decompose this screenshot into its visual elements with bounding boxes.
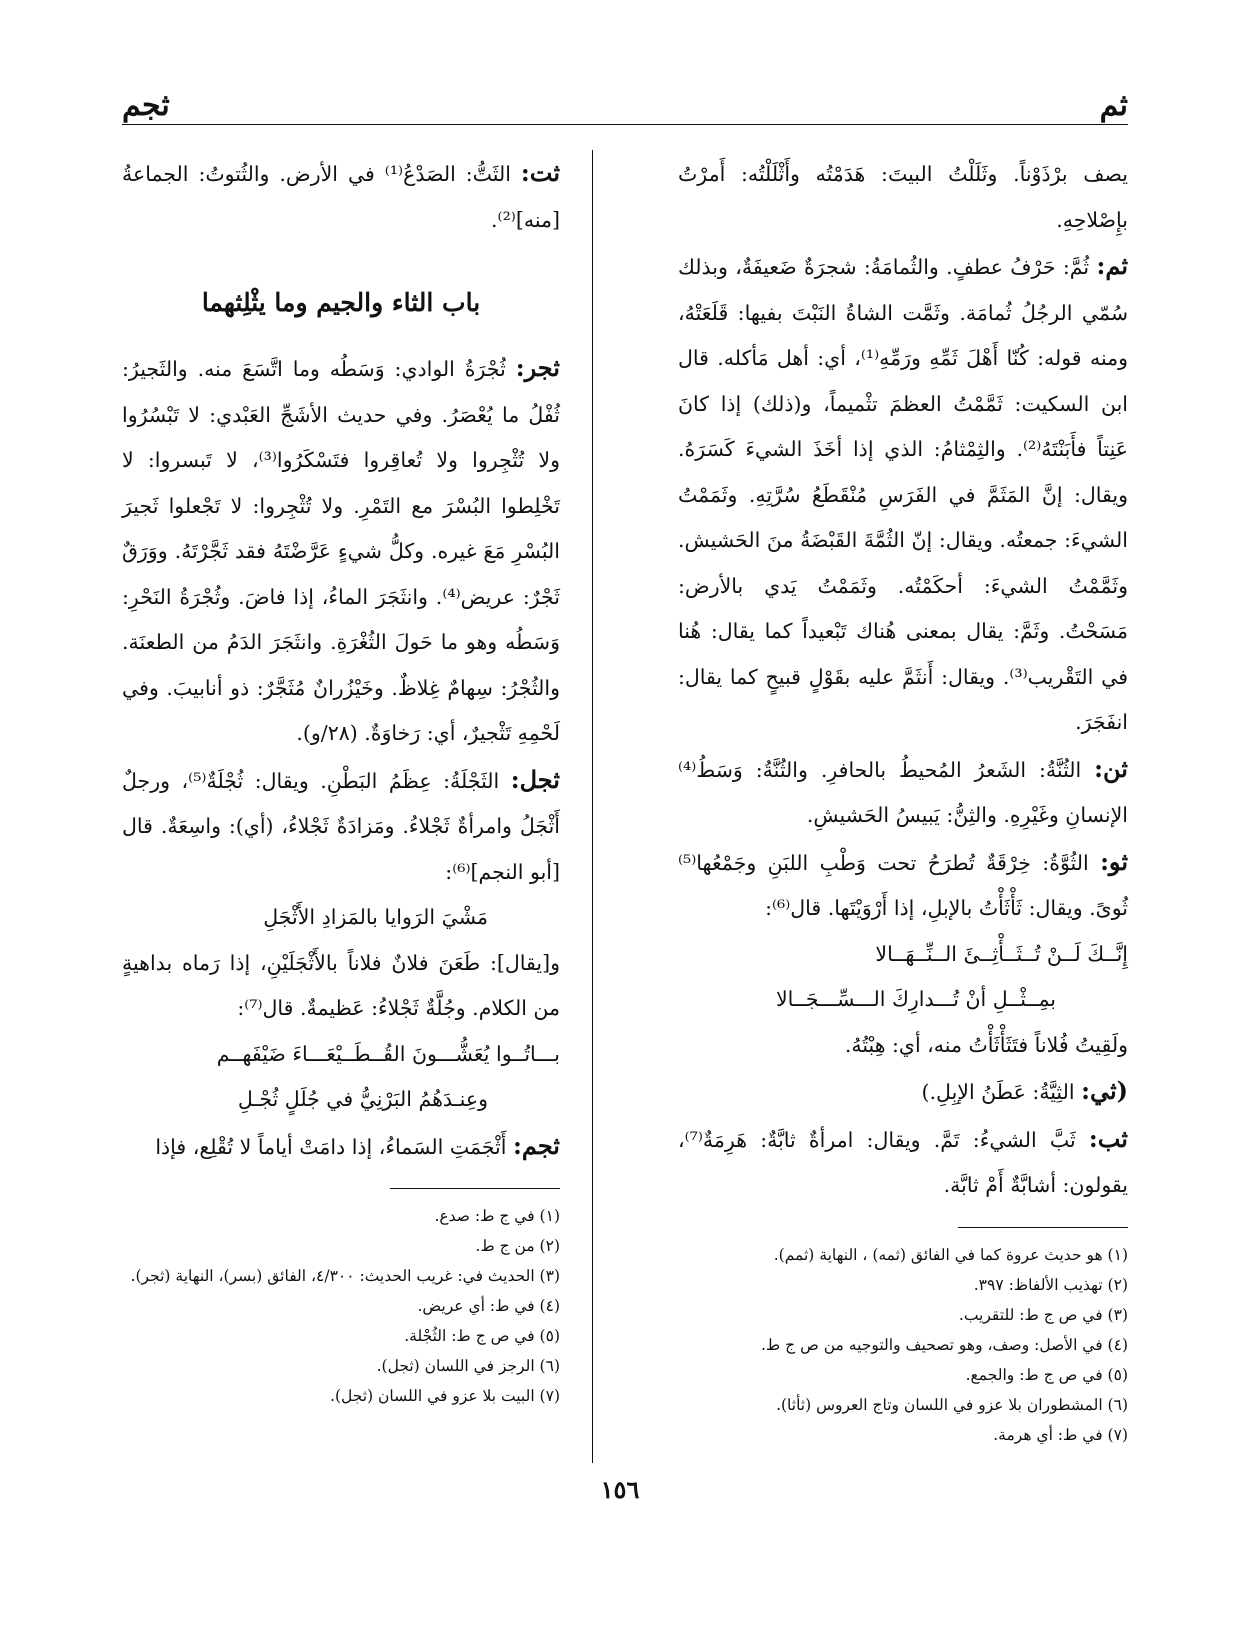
- verse-hemistich: إِنَّــكَ لَــنْ تُــثَــأْثِــئَ الــنِّــهَــالا: [875, 941, 1128, 966]
- entry-headword: ثجر:: [515, 353, 560, 382]
- header-root-right: ثم: [1099, 88, 1128, 123]
- dictionary-entry-thw: [678, 839, 1128, 932]
- entry-text: ثَبَّ الشيءُ: تَمَّ. ويقال: امرأةٌ ثابَّةٌ: هَرِمَةٌ⁽⁷⁾، يقولون: أشابَّةٌ أَمْ ثابَّة.: [678, 1127, 1128, 1197]
- footnote: (٧) البيت بلا عزو في اللسان (ثجل).: [330, 1387, 560, 1405]
- page-number: ١٥٦: [600, 1475, 640, 1504]
- footnote: (٧) في ط: أي هرمة.: [993, 1425, 1128, 1444]
- entry-text: ثُجْرَةُ الوادي: وَسَطُه وما اتَّسَعَ منه. والثَجيرُ: ثُفْلُ ما يُعْصَرُ. وفي حديث الأشَجِّ العَبْدي: لا تَبْسُرُوا ولا تُثْجِروا ولا تُعاقِروا فتَسْكَرُوا⁽³⁾، لا تَبسروا: لا تَخْلِطوا البُسْرَ مع التَمْرِ. ولا تُثْجِروا: لا تَجْعلوا ثَجيرَ البُسْرِ مَعَ غيره. وكلُّ شيءٍ عَرَّضْتَهُ فقد ثَجَّرْتَهُ. ووَرَقٌ ثَجْرٌ: عريض⁽⁴⁾. وانثَجَرَ الماءُ، إذا فاضَ. وثُجْرَةُ النَحْرِ: وَسَطُه وهو ما حَولَ الثُغْرَةِ. وانثَجَرَ الدَمُ من الطعنَة. والثُجْرُ: سِهامٌ غِلاظٌ. وخَيْزُرانٌ مُثَجَّرٌ: ذو أنابيبَ. وفي لَحْمِهِ تَثْجيرٌ، أي: رَخاوَةٌ. (٢٨/و).: [122, 357, 560, 745]
- entry-text: الثُنَّةُ: الشَعرُ المُحيطُ بالحافرِ. والثُنَّةُ: وَسَطُ⁽⁴⁾ الإنسانِ وغَيْرِهِ. والثِنُّ: يَبيسُ الحَشيشِ.: [678, 757, 1128, 827]
- footnote: (٢) من ج ط.: [475, 1237, 560, 1255]
- dictionary-entry-thjm: [122, 1123, 560, 1171]
- footnote: (٥) في ص ج ط: الثُجْلة.: [404, 1327, 560, 1345]
- verse-line: مَشْيَ الرَوايا بالمَزادِ الأَثْجَلِ: [263, 905, 488, 929]
- dictionary-entry-thjr: [122, 345, 560, 757]
- footnote: (١) هو حديث عروة كما في الفائق (ثمه) ، النهاية (ثمم).: [773, 1245, 1128, 1264]
- dictionary-entry-thb: [678, 1116, 1128, 1209]
- footnote: (٢) تهذيب الألفاظ: ٣٩٧.: [973, 1275, 1128, 1294]
- footnote: (١) في ج ط: صدع.: [434, 1207, 560, 1225]
- entry-text: الثِيَّةُ: عَطَنُ الإبِلِ.): [921, 1080, 1075, 1104]
- dictionary-entry-thjl: [122, 757, 560, 896]
- footnote: (٣) الحديث في: غريب الحديث: ٤/٣٠٠، الفائق (بسر)، النهاية (ثجر).: [130, 1267, 560, 1285]
- verse-hemistich: وعِنـدَهُمُ البَرْنِيُّ في جُلَلٍ ثُجْـلِ: [237, 1087, 488, 1111]
- column-divider: [592, 150, 593, 1463]
- entry-headword: (ثي:: [1081, 1076, 1128, 1105]
- dictionary-entry-tht: [122, 150, 560, 243]
- footnote: (٣) في ص ج ط: للتقريب.: [958, 1305, 1128, 1324]
- dictionary-entry-thn: [678, 746, 1128, 839]
- section-title: باب الثاء والجيم وما يثْلِثهما: [201, 288, 481, 317]
- entry-text: ثُمَّ: حَرْفُ عطفٍ. والثُمامَةُ: شجرَةٌ ضَعيفَةٌ، وبذلك سُمّي الرجُلُ ثُمامَة. وثَمَّت الشاةُ النَبْتَ بفيها: قَلَعَتْهُ، ومنه قوله: كُنّا أَهْلَ ثَمِّهِ ورَمِّهِ⁽¹⁾، أي: أهل مَأكله. قال ابن السكيت: ثَمَّمْتُ العظمَ تثْميماً، و(ذلك) إذا كانَ عَنِتاً فأَبَنْتَهُ⁽²⁾. والثِمْثامُ: الذي إذا أخَذَ الشيءَ كَسَرَهُ. ويقال: إنَّ المَثَمَّ في الفَرَسِ مُنْقَطَعُ سُرَّتِهِ. وثَمَمْتُ الشيءَ: جمعتُه. ويقال: إنّ الثُمَّةَ القَبْضَةُ منَ الحَشيش. وثَمَّمْتُ الشيءَ: أحكَمْتُه. وثَمَمْتُ يَدي بالأرض: مَسَحْتُ. وثَمَّ: يقال بمعنى هُناك تَبْعيداً كما يقال: هُنا في التَقْريب⁽³⁾. ويقال: أَنثَمَّ عليه بقَوْلٍ قبيحٍ كما يقال: انفَجَرَ.: [678, 255, 1129, 734]
- entry-headword: ثت:: [520, 158, 560, 187]
- dictionary-entry: [678, 150, 1128, 243]
- right-column: [678, 150, 1128, 1450]
- dictionary-entry-thy: [678, 1068, 1128, 1116]
- entry-continuation: و[يقال]: طَعَنَ فلانٌ فلاناً بالأَثْجَلَيْنِ، إذا رَماه بداهيةٍ من الكلام. وجُلَّةٌ ثَجْلاءُ: عَظيمةٌ. قال⁽⁷⁾:: [122, 950, 560, 1020]
- entry-text: أَثْجَمَتِ السَماءُ، إذا دامَتْ أياماً لا تُقْلِع، فإذا: [155, 1134, 507, 1159]
- left-column: [122, 150, 560, 1411]
- entry-text: الثَجْلَةُ: عِظَمُ البَطْنِ. ويقال: ثُجْلَةٌ⁽⁵⁾، ورجلٌ أَثْجَلُ وامرأةٌ ثَجْلاءُ. ومَزادَةٌ ثَجْلاءُ، (أي): واسِعَةٌ. قال [أبو النجم]⁽⁶⁾:: [122, 768, 560, 884]
- footnote: (٤) في ط: أي عريض.: [417, 1297, 560, 1315]
- entry-continuation: ولَقِيتُ فُلاناً فتَثَأْثَأْتُ منه، أي: هِبْتُهُ.: [844, 1032, 1128, 1057]
- footnote: (٥) في ص ج ط: والجمع.: [965, 1365, 1128, 1384]
- footnote: (٦) المشطوران بلا عزو في اللسان وتاج العروس (ثأثا).: [776, 1395, 1128, 1414]
- entry-headword: ثم:: [1096, 251, 1128, 280]
- entry-headword: ثن:: [1094, 753, 1128, 783]
- footnote: (٤) في الأصل: وصف، وهو تصحيف والتوجيه من ص ج ط.: [760, 1335, 1128, 1354]
- header-root-left: ثجم: [122, 88, 170, 123]
- footnote-rule: [390, 1188, 560, 1189]
- entry-headword: ثو:: [1100, 846, 1128, 876]
- entry-headword: ثجل:: [510, 764, 560, 794]
- footnote: (٦) الرجز في اللسان (ثجل).: [376, 1357, 560, 1375]
- header-rule: [122, 124, 1128, 125]
- footnote-rule: [958, 1227, 1128, 1228]
- verse-hemistich: بـــاتُــوا يُعَشُّـــونَ القُــطَــيْعَـــاءَ ضَيْفَهــم: [216, 1041, 560, 1066]
- entry-headword: ثجم:: [512, 1130, 560, 1160]
- entry-text: الثُوَّةُ: خِرْقَةٌ تُطرَحُ تحت وَطْبِ اللبَنِ وجَمْعُها⁽⁵⁾ ثُوىً. ويقال: ثَأْثَأْتُ بالإبلِ، إذا أَرْوَيْتَها. قال⁽⁶⁾:: [678, 850, 1128, 920]
- entry-text: يصف برْذَوْناً. وثَلَلْتُ البيتَ: هَدَمْتُه وأَثْلَلْتُه: أَمرْتُ بإِصْلاحِهِ.: [678, 162, 1128, 232]
- entry-headword: ثب:: [1088, 1123, 1128, 1153]
- entry-text: الثَتُّ: الصَدْعُ⁽¹⁾ في الأرض. والثُتوتُ: الجماعةُ [منه]⁽²⁾.: [122, 162, 560, 232]
- dictionary-entry-thm: [678, 243, 1128, 746]
- verse-hemistich: بمِــثْــلِ أنْ تُـــدارِكَ الـــسِّـــجَــالا: [775, 987, 1056, 1011]
